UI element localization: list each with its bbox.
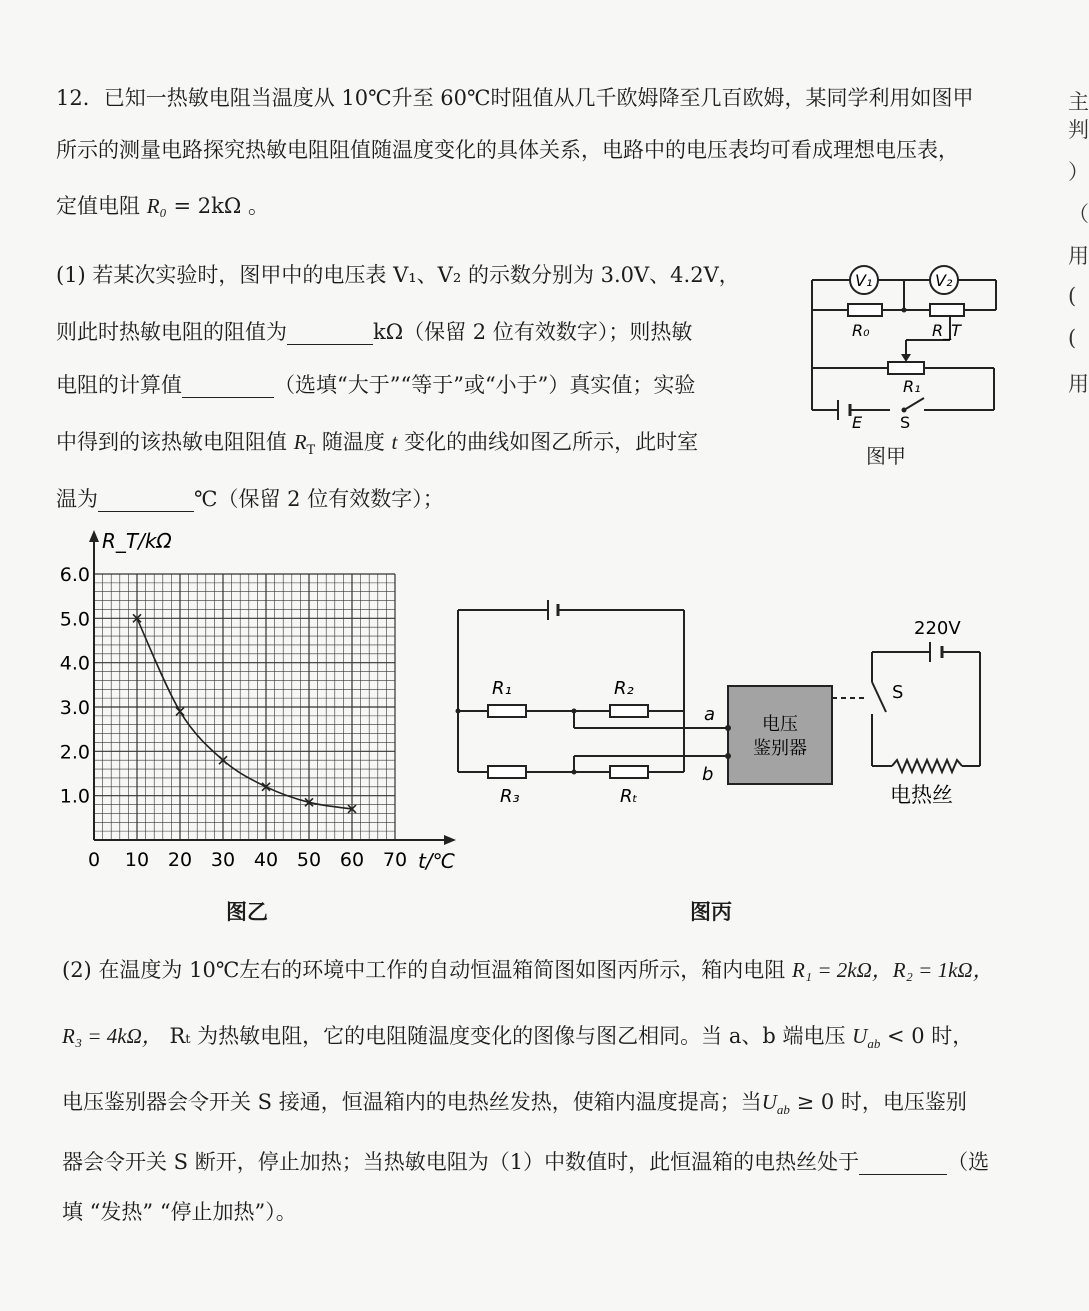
question-line-1: 12．已知一热敏电阻当温度从 10℃升至 60℃时阻值从几千欧姆降至几百欧姆，某同学利用如图甲: [56, 86, 974, 110]
resistor-r0: [848, 304, 882, 316]
part1-line-4: 中得到的该热敏电阻阻值 $R_T$ 随温度 t 变化的曲线如图乙所示，此时室: [56, 430, 699, 459]
part2-line-2: R₃ = 4kΩ， Rₜ 为热敏电阻，它的电阻随温度变化的图像与图乙相同。当 a、b 端电压 $U_{ab} < 0$ 时，: [62, 1024, 974, 1052]
x-tick-label: 70: [382, 849, 408, 871]
rheostat-r1: [888, 362, 924, 374]
label-r1: R₁: [903, 377, 921, 396]
label-220v: 220V: [914, 618, 961, 639]
detector-label-line-1: 电压: [762, 714, 798, 735]
thermistor-rt: [610, 766, 648, 778]
x-axis-label: t/℃: [418, 849, 456, 873]
y-tick-label: 1.0: [59, 785, 90, 808]
label-rt: R_T: [932, 321, 961, 340]
answer-blank-resistance[interactable]: [287, 324, 373, 345]
x-tick-label: 60: [339, 849, 365, 871]
label-rt: Rₜ: [620, 786, 638, 807]
part1-line-1: (1) 若某次实验时，图甲中的电压表 V₁、V₂ 的示数分别为 3.0V、4.2V，: [56, 263, 740, 287]
y-tick-label: 2.0: [59, 741, 90, 764]
y-tick-label: 3.0: [59, 697, 90, 719]
label-v1: V₁: [855, 271, 873, 290]
answer-blank-heater-state[interactable]: [859, 1154, 947, 1175]
heater-coil: [892, 760, 962, 772]
figure-yi-chart: [40, 528, 470, 878]
resistor-r3: [488, 766, 526, 778]
rt-curve-series: [137, 618, 352, 809]
edge-char: 用: [1068, 244, 1089, 268]
resistor-r1: [488, 705, 526, 717]
label-r0: R₀: [852, 321, 870, 340]
label-r1: R₁: [492, 678, 512, 699]
label-r3: R₃: [500, 786, 520, 807]
edge-char: 主: [1068, 90, 1089, 114]
part1-line-2: 则此时热敏电阻的阻值为 kΩ（保留 2 位有效数字）；则热敏: [56, 320, 693, 344]
resistor-rt: [930, 304, 964, 316]
label-r2: R₂: [614, 678, 634, 699]
part2-line-5: 填 “发热” “停止加热”）。: [62, 1200, 297, 1224]
figure-bing-caption: 图丙: [690, 900, 732, 924]
resistor-r2: [610, 705, 648, 717]
edge-char: 判: [1068, 118, 1089, 142]
part2-line-1: (2) 在温度为 10℃左右的环境中工作的自动恒温箱简图如图丙所示，箱内电阻 R₁ = 2kΩ，R₂ = 1kΩ，: [62, 958, 994, 982]
figure-yi-caption: 图乙: [226, 900, 268, 924]
label-switch-s: S: [892, 682, 904, 703]
label-s: S: [900, 413, 911, 432]
edge-char: ）: [1068, 160, 1089, 184]
y-tick-label: 4.0: [59, 652, 90, 675]
part1-line-5: 温为 ℃（保留 2 位有效数字）；: [56, 487, 444, 511]
detector-label-line-2: 鉴别器: [753, 738, 807, 759]
question-line-2: 所示的测量电路探究热敏电阻阻值随温度变化的具体关系，电路中的电压表均可看成理想电压表，: [56, 138, 959, 162]
label-heater: 电热丝: [890, 783, 953, 807]
answer-blank-temperature[interactable]: [98, 491, 194, 512]
edge-char: （: [1068, 202, 1089, 226]
figure-jia-caption: 图甲: [866, 444, 906, 468]
y-tick-label: 5.0: [59, 608, 90, 631]
figure-bing-circuit: [440, 590, 1000, 820]
switch-pivot: [902, 408, 907, 413]
question-line-3: 定值电阻 R₀ = 2kΩ 。: [56, 194, 269, 218]
x-tick-label: 20: [167, 849, 193, 871]
y-axis-label: R_T/kΩ: [102, 529, 172, 553]
junction-dot: [902, 308, 907, 313]
x-axis-arrow-icon: [444, 835, 456, 845]
label-b: b: [702, 764, 714, 785]
edge-char: 用: [1068, 372, 1089, 396]
answer-blank-compare[interactable]: [182, 377, 274, 398]
x-tick-label: 40: [253, 849, 279, 871]
slider-arrow-icon: [901, 354, 911, 362]
part1-line-3: 电阻的计算值 （选填“大于”“等于”或“小于”）真实值；实验: [56, 373, 696, 397]
label-a: a: [704, 704, 716, 725]
label-v2: V₂: [935, 271, 953, 290]
label-e: E: [852, 413, 863, 432]
part2-line-4: 器会令开关 S 断开，停止加热；当热敏电阻为（1）中数值时，此恒温箱的电热丝处于 （选: [62, 1150, 990, 1174]
x-tick-label: 30: [210, 849, 236, 871]
x-tick-label: 50: [296, 849, 322, 871]
x-tick-label: 10: [124, 849, 150, 871]
y-tick-label: 6.0: [59, 564, 90, 586]
figure-jia-circuit: [800, 260, 1010, 440]
y-axis-arrow-icon: [89, 530, 99, 542]
edge-char: (: [1068, 284, 1077, 308]
edge-char: (: [1068, 326, 1077, 350]
voltage-detector-box: [728, 686, 832, 784]
part2-line-3: 电压鉴别器会令开关 S 接通，恒温箱内的电热丝发热，使箱内温度提高；当$U_{ab} \ge 0$ 时，电压鉴别: [62, 1090, 967, 1118]
x-tick-label: 0: [87, 849, 101, 871]
